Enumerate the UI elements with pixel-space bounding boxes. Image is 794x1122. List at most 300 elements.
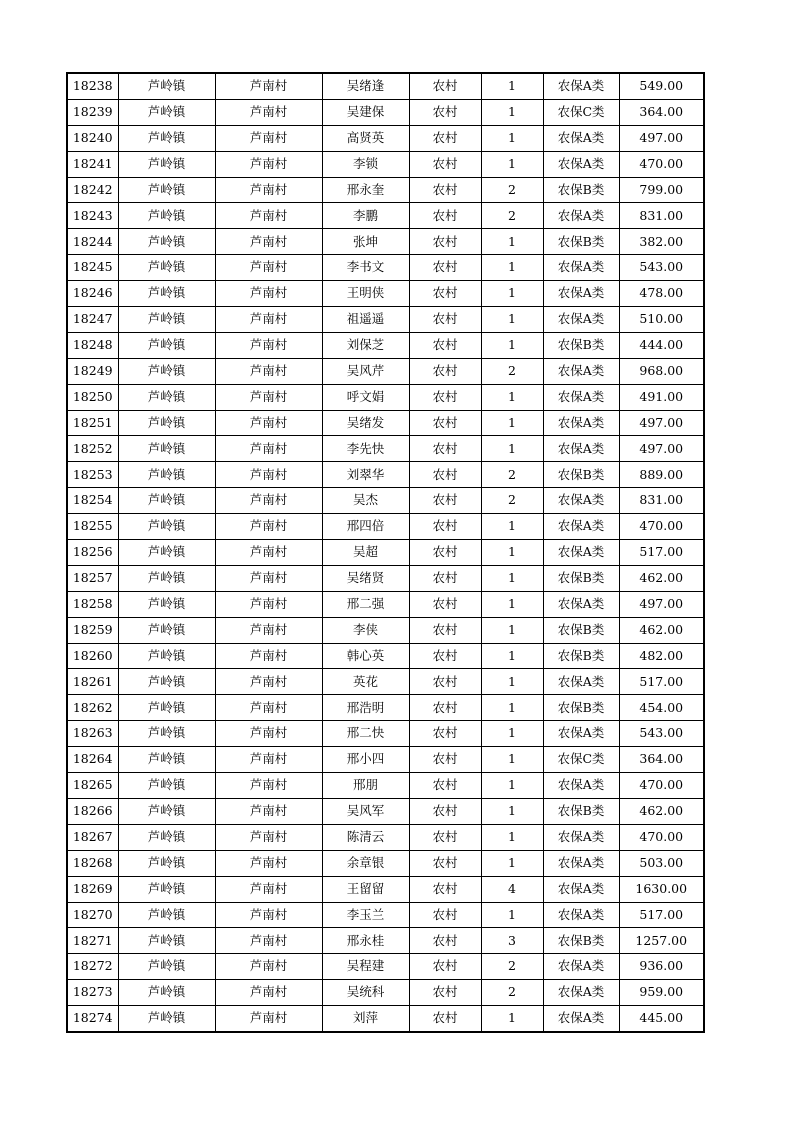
town-cell: 芦岭镇 xyxy=(118,229,215,255)
village-cell: 芦南村 xyxy=(215,384,322,410)
table-row xyxy=(67,591,704,617)
member-count-cell: 1 xyxy=(481,902,543,928)
amount-cell: 491.00 xyxy=(619,384,704,410)
data-table xyxy=(66,72,705,1033)
person-name-cell: 邢朋 xyxy=(322,773,409,799)
amount-cell: 831.00 xyxy=(619,488,704,514)
insurance-category-cell: 农保A类 xyxy=(543,384,619,410)
town-cell: 芦岭镇 xyxy=(118,824,215,850)
household-type-cell: 农村 xyxy=(409,255,481,281)
table-row xyxy=(67,410,704,436)
household-type-cell: 农村 xyxy=(409,798,481,824)
household-type-cell: 农村 xyxy=(409,980,481,1006)
village-cell: 芦南村 xyxy=(215,1006,322,1032)
household-type-cell: 农村 xyxy=(409,643,481,669)
person-name-cell: 陈清云 xyxy=(322,824,409,850)
insurance-category-cell: 农保B类 xyxy=(543,928,619,954)
household-type-cell: 农村 xyxy=(409,617,481,643)
town-cell: 芦岭镇 xyxy=(118,125,215,151)
town-cell: 芦岭镇 xyxy=(118,99,215,125)
insurance-category-cell: 农保C类 xyxy=(543,99,619,125)
town-cell: 芦岭镇 xyxy=(118,643,215,669)
table-row xyxy=(67,307,704,333)
person-name-cell: 吴超 xyxy=(322,540,409,566)
record-number: 18264 xyxy=(67,747,118,773)
member-count-cell: 1 xyxy=(481,643,543,669)
person-name-cell: 吴统科 xyxy=(322,980,409,1006)
amount-cell: 497.00 xyxy=(619,591,704,617)
table-row xyxy=(67,151,704,177)
village-cell: 芦南村 xyxy=(215,798,322,824)
household-type-cell: 农村 xyxy=(409,151,481,177)
table-row xyxy=(67,928,704,954)
town-cell: 芦岭镇 xyxy=(118,798,215,824)
town-cell: 芦岭镇 xyxy=(118,358,215,384)
insurance-category-cell: 农保A类 xyxy=(543,850,619,876)
person-name-cell: 李书文 xyxy=(322,255,409,281)
household-type-cell: 农村 xyxy=(409,462,481,488)
insurance-category-cell: 农保A类 xyxy=(543,281,619,307)
record-number: 18246 xyxy=(67,281,118,307)
member-count-cell: 1 xyxy=(481,850,543,876)
table-row xyxy=(67,773,704,799)
amount-cell: 517.00 xyxy=(619,902,704,928)
household-type-cell: 农村 xyxy=(409,436,481,462)
person-name-cell: 邢四倍 xyxy=(322,514,409,540)
village-cell: 芦南村 xyxy=(215,255,322,281)
person-name-cell: 吴绪逢 xyxy=(322,73,409,99)
member-count-cell: 3 xyxy=(481,928,543,954)
amount-cell: 1257.00 xyxy=(619,928,704,954)
table-row xyxy=(67,747,704,773)
record-number: 18258 xyxy=(67,591,118,617)
record-number: 18252 xyxy=(67,436,118,462)
record-number: 18260 xyxy=(67,643,118,669)
record-number: 18248 xyxy=(67,332,118,358)
town-cell: 芦岭镇 xyxy=(118,1006,215,1032)
table-row xyxy=(67,980,704,1006)
amount-cell: 462.00 xyxy=(619,798,704,824)
table-row xyxy=(67,255,704,281)
record-number: 18259 xyxy=(67,617,118,643)
record-number: 18245 xyxy=(67,255,118,281)
insurance-category-cell: 农保B类 xyxy=(543,798,619,824)
household-type-cell: 农村 xyxy=(409,876,481,902)
record-number: 18257 xyxy=(67,565,118,591)
town-cell: 芦岭镇 xyxy=(118,617,215,643)
village-cell: 芦南村 xyxy=(215,540,322,566)
record-number: 18254 xyxy=(67,488,118,514)
record-number: 18265 xyxy=(67,773,118,799)
household-type-cell: 农村 xyxy=(409,902,481,928)
amount-cell: 462.00 xyxy=(619,617,704,643)
table-row xyxy=(67,436,704,462)
household-type-cell: 农村 xyxy=(409,747,481,773)
person-name-cell: 王留留 xyxy=(322,876,409,902)
amount-cell: 497.00 xyxy=(619,436,704,462)
village-cell: 芦南村 xyxy=(215,747,322,773)
table-row xyxy=(67,617,704,643)
person-name-cell: 邢永奎 xyxy=(322,177,409,203)
town-cell: 芦岭镇 xyxy=(118,384,215,410)
village-cell: 芦南村 xyxy=(215,462,322,488)
record-number: 18268 xyxy=(67,850,118,876)
insurance-category-cell: 农保A类 xyxy=(543,876,619,902)
person-name-cell: 高贤英 xyxy=(322,125,409,151)
amount-cell: 968.00 xyxy=(619,358,704,384)
table-row xyxy=(67,281,704,307)
person-name-cell: 李先快 xyxy=(322,436,409,462)
insurance-category-cell: 农保B类 xyxy=(543,617,619,643)
town-cell: 芦岭镇 xyxy=(118,177,215,203)
town-cell: 芦岭镇 xyxy=(118,695,215,721)
insurance-category-cell: 农保A类 xyxy=(543,307,619,333)
village-cell: 芦南村 xyxy=(215,488,322,514)
insurance-category-cell: 农保A类 xyxy=(543,721,619,747)
village-cell: 芦南村 xyxy=(215,281,322,307)
record-number: 18273 xyxy=(67,980,118,1006)
household-type-cell: 农村 xyxy=(409,177,481,203)
member-count-cell: 1 xyxy=(481,436,543,462)
table-row xyxy=(67,824,704,850)
insurance-category-cell: 农保A类 xyxy=(543,203,619,229)
member-count-cell: 1 xyxy=(481,73,543,99)
member-count-cell: 1 xyxy=(481,410,543,436)
village-cell: 芦南村 xyxy=(215,902,322,928)
member-count-cell: 2 xyxy=(481,462,543,488)
village-cell: 芦南村 xyxy=(215,980,322,1006)
amount-cell: 510.00 xyxy=(619,307,704,333)
table-row xyxy=(67,462,704,488)
record-number: 18241 xyxy=(67,151,118,177)
person-name-cell: 邢浩明 xyxy=(322,695,409,721)
insurance-category-cell: 农保A类 xyxy=(543,540,619,566)
village-cell: 芦南村 xyxy=(215,99,322,125)
amount-cell: 478.00 xyxy=(619,281,704,307)
table-row xyxy=(67,669,704,695)
insurance-category-cell: 农保A类 xyxy=(543,591,619,617)
table-row xyxy=(67,384,704,410)
insurance-category-cell: 农保A类 xyxy=(543,255,619,281)
household-type-cell: 农村 xyxy=(409,125,481,151)
member-count-cell: 1 xyxy=(481,773,543,799)
amount-cell: 382.00 xyxy=(619,229,704,255)
member-count-cell: 2 xyxy=(481,980,543,1006)
village-cell: 芦南村 xyxy=(215,669,322,695)
amount-cell: 497.00 xyxy=(619,125,704,151)
member-count-cell: 2 xyxy=(481,203,543,229)
record-number: 18251 xyxy=(67,410,118,436)
household-type-cell: 农村 xyxy=(409,229,481,255)
person-name-cell: 邢永桂 xyxy=(322,928,409,954)
insurance-category-cell: 农保A类 xyxy=(543,824,619,850)
member-count-cell: 1 xyxy=(481,99,543,125)
household-type-cell: 农村 xyxy=(409,384,481,410)
insurance-category-cell: 农保B类 xyxy=(543,695,619,721)
table-row xyxy=(67,514,704,540)
member-count-cell: 2 xyxy=(481,954,543,980)
amount-cell: 470.00 xyxy=(619,773,704,799)
member-count-cell: 1 xyxy=(481,747,543,773)
table-row xyxy=(67,876,704,902)
village-cell: 芦南村 xyxy=(215,695,322,721)
table-body xyxy=(67,73,704,1032)
town-cell: 芦岭镇 xyxy=(118,540,215,566)
person-name-cell: 李锁 xyxy=(322,151,409,177)
town-cell: 芦岭镇 xyxy=(118,773,215,799)
record-number: 18263 xyxy=(67,721,118,747)
village-cell: 芦南村 xyxy=(215,876,322,902)
village-cell: 芦南村 xyxy=(215,850,322,876)
amount-cell: 959.00 xyxy=(619,980,704,1006)
amount-cell: 549.00 xyxy=(619,73,704,99)
amount-cell: 454.00 xyxy=(619,695,704,721)
insurance-category-cell: 农保B类 xyxy=(543,177,619,203)
insurance-category-cell: 农保A类 xyxy=(543,73,619,99)
town-cell: 芦岭镇 xyxy=(118,410,215,436)
village-cell: 芦南村 xyxy=(215,307,322,333)
village-cell: 芦南村 xyxy=(215,203,322,229)
village-cell: 芦南村 xyxy=(215,73,322,99)
insurance-category-cell: 农保A类 xyxy=(543,410,619,436)
village-cell: 芦南村 xyxy=(215,773,322,799)
village-cell: 芦南村 xyxy=(215,177,322,203)
member-count-cell: 1 xyxy=(481,281,543,307)
insurance-category-cell: 农保A类 xyxy=(543,773,619,799)
amount-cell: 470.00 xyxy=(619,151,704,177)
insurance-category-cell: 农保B类 xyxy=(543,332,619,358)
member-count-cell: 1 xyxy=(481,514,543,540)
town-cell: 芦岭镇 xyxy=(118,514,215,540)
household-type-cell: 农村 xyxy=(409,514,481,540)
record-number: 18267 xyxy=(67,824,118,850)
person-name-cell: 邢小四 xyxy=(322,747,409,773)
person-name-cell: 祖遥遥 xyxy=(322,307,409,333)
table-row xyxy=(67,902,704,928)
member-count-cell: 2 xyxy=(481,488,543,514)
household-type-cell: 农村 xyxy=(409,307,481,333)
insurance-category-cell: 农保A类 xyxy=(543,514,619,540)
record-number: 18269 xyxy=(67,876,118,902)
table-row xyxy=(67,954,704,980)
village-cell: 芦南村 xyxy=(215,151,322,177)
person-name-cell: 王明侠 xyxy=(322,281,409,307)
household-type-cell: 农村 xyxy=(409,358,481,384)
record-number: 18274 xyxy=(67,1006,118,1032)
household-type-cell: 农村 xyxy=(409,1006,481,1032)
town-cell: 芦岭镇 xyxy=(118,928,215,954)
household-type-cell: 农村 xyxy=(409,410,481,436)
amount-cell: 799.00 xyxy=(619,177,704,203)
amount-cell: 543.00 xyxy=(619,721,704,747)
insurance-category-cell: 农保A类 xyxy=(543,358,619,384)
insurance-category-cell: 农保B类 xyxy=(543,643,619,669)
household-type-cell: 农村 xyxy=(409,73,481,99)
household-type-cell: 农村 xyxy=(409,928,481,954)
amount-cell: 364.00 xyxy=(619,747,704,773)
table-row xyxy=(67,358,704,384)
table-row xyxy=(67,721,704,747)
record-number: 18250 xyxy=(67,384,118,410)
insurance-category-cell: 农保B类 xyxy=(543,565,619,591)
household-type-cell: 农村 xyxy=(409,488,481,514)
record-number: 18253 xyxy=(67,462,118,488)
record-number: 18262 xyxy=(67,695,118,721)
record-number: 18256 xyxy=(67,540,118,566)
person-name-cell: 吴杰 xyxy=(322,488,409,514)
town-cell: 芦岭镇 xyxy=(118,307,215,333)
town-cell: 芦岭镇 xyxy=(118,255,215,281)
household-type-cell: 农村 xyxy=(409,591,481,617)
household-type-cell: 农村 xyxy=(409,565,481,591)
village-cell: 芦南村 xyxy=(215,332,322,358)
town-cell: 芦岭镇 xyxy=(118,565,215,591)
table-row xyxy=(67,125,704,151)
member-count-cell: 2 xyxy=(481,358,543,384)
member-count-cell: 1 xyxy=(481,695,543,721)
member-count-cell: 2 xyxy=(481,177,543,203)
amount-cell: 517.00 xyxy=(619,669,704,695)
town-cell: 芦岭镇 xyxy=(118,203,215,229)
person-name-cell: 呼文娟 xyxy=(322,384,409,410)
village-cell: 芦南村 xyxy=(215,928,322,954)
town-cell: 芦岭镇 xyxy=(118,73,215,99)
table-row xyxy=(67,99,704,125)
member-count-cell: 1 xyxy=(481,669,543,695)
person-name-cell: 吴程建 xyxy=(322,954,409,980)
table-row xyxy=(67,850,704,876)
amount-cell: 470.00 xyxy=(619,824,704,850)
person-name-cell: 李玉兰 xyxy=(322,902,409,928)
town-cell: 芦岭镇 xyxy=(118,151,215,177)
town-cell: 芦岭镇 xyxy=(118,488,215,514)
amount-cell: 364.00 xyxy=(619,99,704,125)
person-name-cell: 刘翠华 xyxy=(322,462,409,488)
town-cell: 芦岭镇 xyxy=(118,332,215,358)
insurance-category-cell: 农保A类 xyxy=(543,436,619,462)
member-count-cell: 1 xyxy=(481,721,543,747)
amount-cell: 543.00 xyxy=(619,255,704,281)
member-count-cell: 1 xyxy=(481,565,543,591)
household-type-cell: 农村 xyxy=(409,954,481,980)
town-cell: 芦岭镇 xyxy=(118,591,215,617)
member-count-cell: 1 xyxy=(481,255,543,281)
person-name-cell: 韩心英 xyxy=(322,643,409,669)
member-count-cell: 1 xyxy=(481,824,543,850)
table-row xyxy=(67,1006,704,1032)
town-cell: 芦岭镇 xyxy=(118,876,215,902)
village-cell: 芦南村 xyxy=(215,229,322,255)
record-number: 18243 xyxy=(67,203,118,229)
household-type-cell: 农村 xyxy=(409,669,481,695)
village-cell: 芦南村 xyxy=(215,591,322,617)
record-number: 18238 xyxy=(67,73,118,99)
person-name-cell: 刘保芝 xyxy=(322,332,409,358)
village-cell: 芦南村 xyxy=(215,954,322,980)
record-number: 18244 xyxy=(67,229,118,255)
table-row xyxy=(67,798,704,824)
household-type-cell: 农村 xyxy=(409,281,481,307)
member-count-cell: 1 xyxy=(481,617,543,643)
village-cell: 芦南村 xyxy=(215,514,322,540)
member-count-cell: 1 xyxy=(481,540,543,566)
person-name-cell: 余章银 xyxy=(322,850,409,876)
village-cell: 芦南村 xyxy=(215,410,322,436)
person-name-cell: 刘萍 xyxy=(322,1006,409,1032)
member-count-cell: 4 xyxy=(481,876,543,902)
insurance-category-cell: 农保A类 xyxy=(543,488,619,514)
person-name-cell: 李侠 xyxy=(322,617,409,643)
person-name-cell: 邢二强 xyxy=(322,591,409,617)
household-type-cell: 农村 xyxy=(409,332,481,358)
member-count-cell: 1 xyxy=(481,151,543,177)
table-row xyxy=(67,229,704,255)
household-type-cell: 农村 xyxy=(409,695,481,721)
person-name-cell: 吴风军 xyxy=(322,798,409,824)
amount-cell: 517.00 xyxy=(619,540,704,566)
record-number: 18266 xyxy=(67,798,118,824)
person-name-cell: 吴绪贤 xyxy=(322,565,409,591)
amount-cell: 445.00 xyxy=(619,1006,704,1032)
person-name-cell: 英花 xyxy=(322,669,409,695)
town-cell: 芦岭镇 xyxy=(118,721,215,747)
village-cell: 芦南村 xyxy=(215,721,322,747)
insurance-category-cell: 农保A类 xyxy=(543,902,619,928)
member-count-cell: 1 xyxy=(481,332,543,358)
amount-cell: 497.00 xyxy=(619,410,704,436)
insurance-category-cell: 农保A类 xyxy=(543,980,619,1006)
table-row xyxy=(67,488,704,514)
household-type-cell: 农村 xyxy=(409,824,481,850)
town-cell: 芦岭镇 xyxy=(118,954,215,980)
amount-cell: 889.00 xyxy=(619,462,704,488)
insurance-category-cell: 农保A类 xyxy=(543,954,619,980)
record-number: 18270 xyxy=(67,902,118,928)
member-count-cell: 1 xyxy=(481,229,543,255)
table-row xyxy=(67,643,704,669)
member-count-cell: 1 xyxy=(481,1006,543,1032)
village-cell: 芦南村 xyxy=(215,436,322,462)
amount-cell: 936.00 xyxy=(619,954,704,980)
town-cell: 芦岭镇 xyxy=(118,980,215,1006)
record-number: 18239 xyxy=(67,99,118,125)
insurance-category-cell: 农保A类 xyxy=(543,669,619,695)
village-cell: 芦南村 xyxy=(215,617,322,643)
amount-cell: 1630.00 xyxy=(619,876,704,902)
table-row xyxy=(67,540,704,566)
table-row xyxy=(67,695,704,721)
record-number: 18240 xyxy=(67,125,118,151)
table-row xyxy=(67,73,704,99)
table-row xyxy=(67,565,704,591)
village-cell: 芦南村 xyxy=(215,643,322,669)
insurance-category-cell: 农保A类 xyxy=(543,151,619,177)
village-cell: 芦南村 xyxy=(215,358,322,384)
insurance-category-cell: 农保C类 xyxy=(543,747,619,773)
insurance-category-cell: 农保B类 xyxy=(543,229,619,255)
person-name-cell: 吴建保 xyxy=(322,99,409,125)
household-type-cell: 农村 xyxy=(409,721,481,747)
amount-cell: 482.00 xyxy=(619,643,704,669)
member-count-cell: 1 xyxy=(481,384,543,410)
member-count-cell: 1 xyxy=(481,591,543,617)
household-type-cell: 农村 xyxy=(409,99,481,125)
amount-cell: 503.00 xyxy=(619,850,704,876)
person-name-cell: 吴风芹 xyxy=(322,358,409,384)
insurance-category-cell: 农保A类 xyxy=(543,1006,619,1032)
amount-cell: 444.00 xyxy=(619,332,704,358)
household-type-cell: 农村 xyxy=(409,540,481,566)
